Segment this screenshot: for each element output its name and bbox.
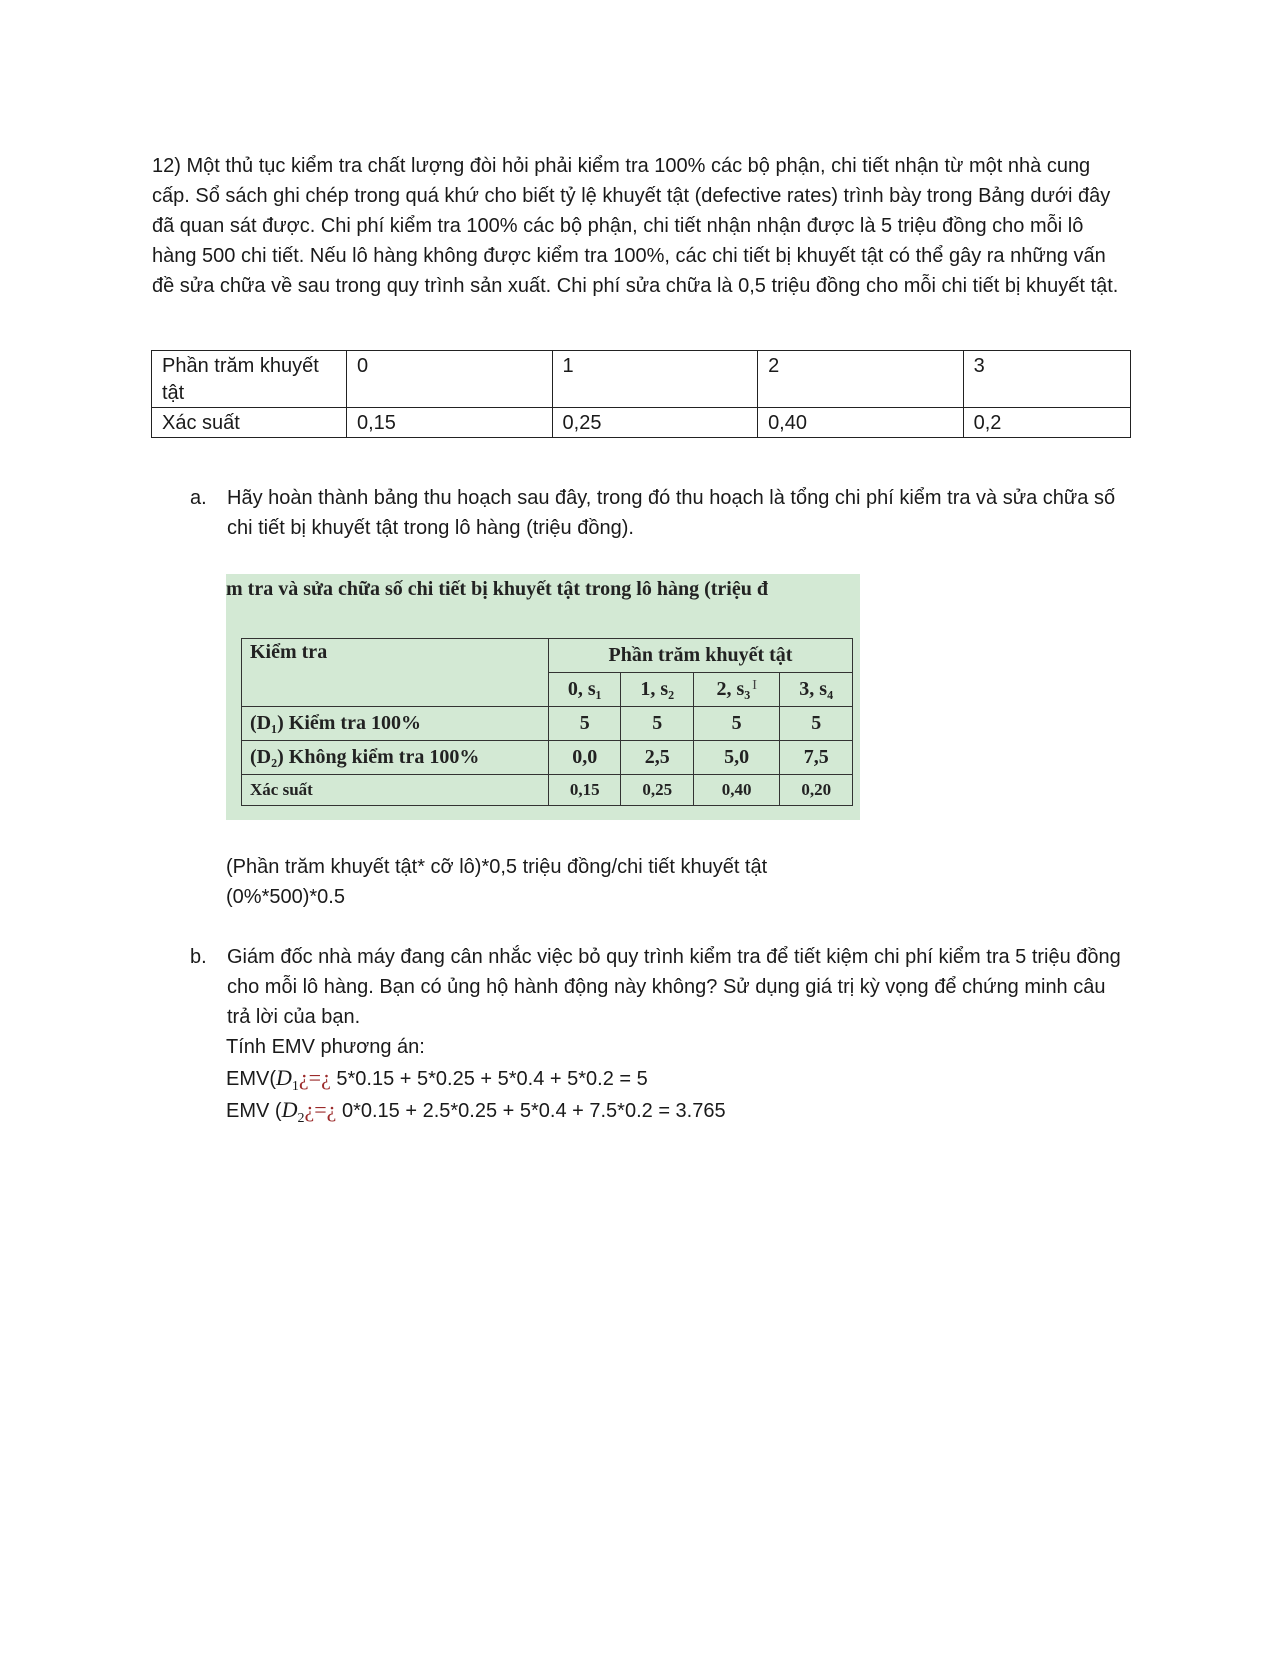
table-header-cell: Xác suất <box>152 408 347 438</box>
image-caption: m tra và sửa chữa số chi tiết bị khuyết tật trong lô hàng (triệu đ <box>226 578 768 600</box>
table-header-cell <box>693 673 779 707</box>
garbled-equation-glyph: ¿=¿ <box>298 1065 331 1090</box>
variable-subscript: 1 <box>291 1079 299 1094</box>
table-row <box>152 408 1131 438</box>
list-marker: b. <box>190 946 207 968</box>
table-cell: 5,0 <box>693 741 779 775</box>
emv-prefix: EMV( <box>226 1068 276 1090</box>
table-row <box>242 741 853 775</box>
table-cell: 5 <box>780 707 853 741</box>
table-header-cell: 0, s₁ <box>549 673 621 707</box>
table-cell: 5 <box>621 707 693 741</box>
table-header-cell: Phần trăm khuyết tật <box>549 639 853 673</box>
formula-note: (Phần trăm khuyết tật* cỡ lô)*0,5 triệu đồng/chi tiết khuyết tật <box>226 856 768 878</box>
row-label: Xác suất <box>242 775 549 806</box>
emv-expression: 0*0.15 + 2.5*0.25 + 5*0.4 + 7.5*0.2 = 3.765 <box>336 1100 726 1122</box>
table-cell: 0,25 <box>552 408 758 438</box>
table-cell: 0,20 <box>780 775 853 806</box>
table-cell: 0,15 <box>549 775 621 806</box>
table-cell: 0 <box>347 351 553 408</box>
garbled-equation-glyph: ¿=¿ <box>304 1097 337 1122</box>
emv-prefix: EMV ( <box>226 1100 282 1122</box>
table-cell: 3 <box>963 351 1130 408</box>
table-row <box>242 707 853 741</box>
table-header-cell: Kiểm tra <box>242 639 549 707</box>
table-header-cell: Phần trăm khuyết tật <box>152 351 347 408</box>
emv-d2-line <box>226 1095 726 1134</box>
table-header-cell: 3, s₄ <box>780 673 853 707</box>
table-row <box>242 775 853 806</box>
table-row <box>152 351 1131 408</box>
table-cell: 0,40 <box>693 775 779 806</box>
table-cell: 0,2 <box>963 408 1130 438</box>
table-row <box>242 639 853 673</box>
table-cell: 0,15 <box>347 408 553 438</box>
payoff-table <box>241 638 853 806</box>
table-cell: 0,0 <box>549 741 621 775</box>
variable-d: D <box>281 1097 298 1122</box>
row-label: (D₁) Kiểm tra 100% <box>242 707 549 741</box>
emv-expression: 5*0.15 + 5*0.25 + 5*0.4 + 5*0.2 = 5 <box>330 1068 648 1090</box>
table-header-cell: 1, s₂ <box>621 673 693 707</box>
table-cell: 5 <box>693 707 779 741</box>
row-label: (D₂) Không kiểm tra 100% <box>242 741 549 775</box>
table-cell: 0,40 <box>758 408 964 438</box>
variable-d: D <box>276 1065 292 1090</box>
table-cell: 5 <box>549 707 621 741</box>
part-a <box>190 483 1130 543</box>
emv-heading: Tính EMV phương án: <box>226 1036 425 1058</box>
problem-statement: 12) Một thủ tục kiểm tra chất lượng đòi hỏi phải kiểm tra 100% các bộ phận, chi tiết nhận từ một nhà cung cấp. Sổ sách ghi chép trong quá khứ cho biết tỷ lệ khuyết tật (defective rates) trình bày trong Bảng dưới đây đã quan sát được. Chi phí kiểm tra 100% các bộ phận, chi tiết nhận nhận được là 5 triệu đồng cho mỗi lô hàng 500 chi tiết. Nếu lô hàng không được kiểm tra 100%, các chi tiết bị khuyết tật có thể gây ra những vấn đề sửa chữa về sau trong quy trình sản xuất. Chi phí sửa chữa là 0,5 triệu đồng cho mỗi chi tiết bị khuyết tật. <box>152 155 1119 297</box>
formula-example: (0%*500)*0.5 <box>226 886 345 908</box>
part-b-text: Giám đốc nhà máy đang cân nhắc việc bỏ quy trình kiểm tra để tiết kiệm chi phí kiểm tra 5 triệu đồng cho mỗi lô hàng. Bạn có ủng hộ hành động này không? Sử dụng giá trị kỳ vọng để chứng minh câu trả lời của bạn. <box>227 946 1121 1028</box>
part-a-text: Hãy hoàn thành bảng thu hoạch sau đây, trong đó thu hoạch là tổng chi phí kiểm tra và sửa chữa số chi tiết bị khuyết tật trong lô hàng (triệu đồng). <box>227 487 1116 539</box>
variable-subscript: 2 <box>297 1111 305 1126</box>
state-label: 2, s₃ <box>716 678 751 700</box>
defect-rate-table <box>151 350 1131 438</box>
part-b <box>190 942 1130 1032</box>
list-marker: a. <box>190 487 207 509</box>
table-cell: 1 <box>552 351 758 408</box>
table-cell: 2,5 <box>621 741 693 775</box>
text-cursor-icon: I <box>752 678 757 693</box>
table-cell: 7,5 <box>780 741 853 775</box>
table-cell: 0,25 <box>621 775 693 806</box>
payoff-table-image <box>226 574 860 820</box>
table-cell: 2 <box>758 351 964 408</box>
